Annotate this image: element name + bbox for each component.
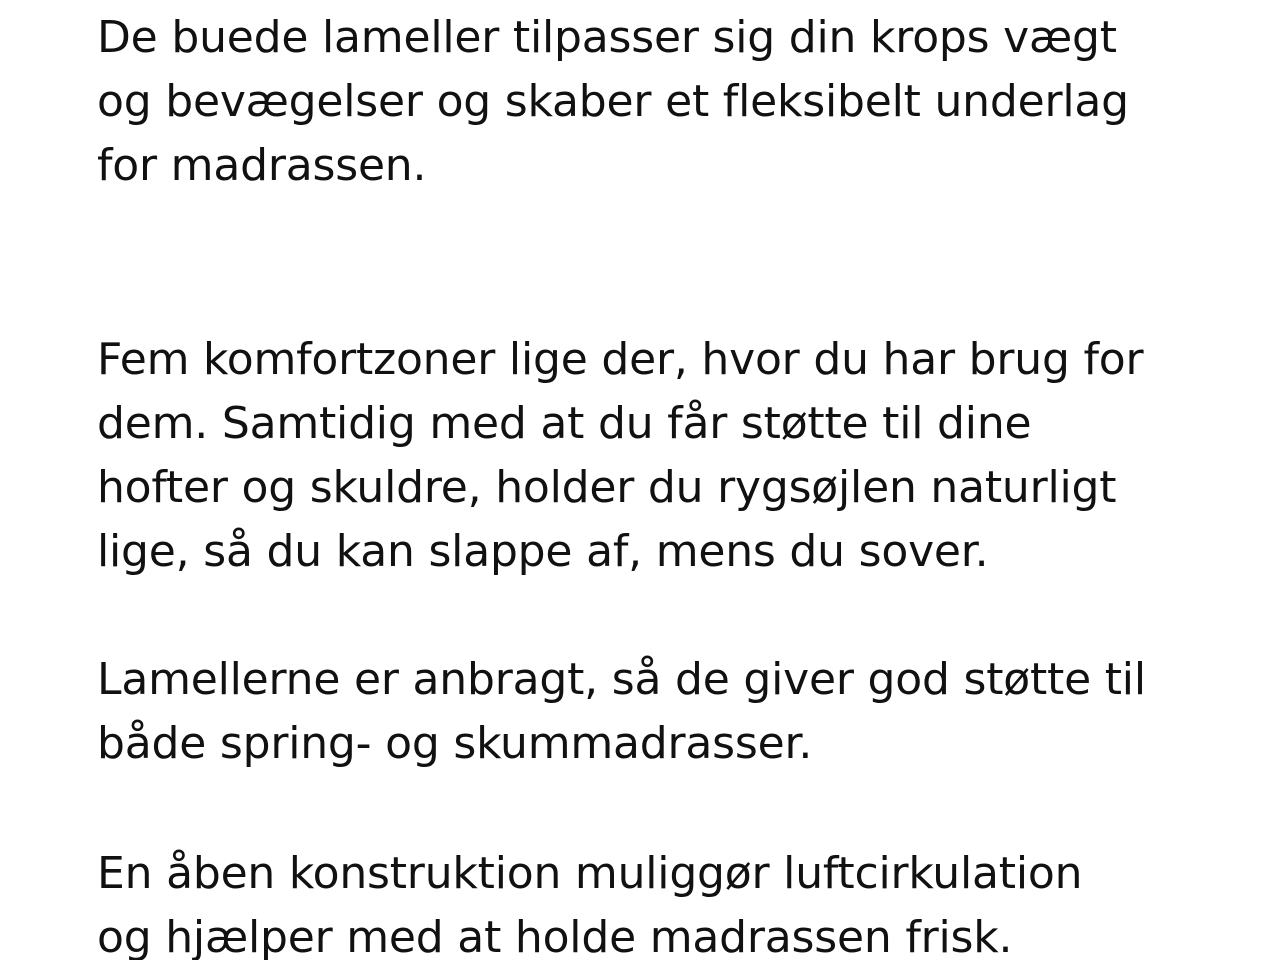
product-description xyxy=(97,6,1217,960)
description-paragraph-comfort-zones: Fem komfortzoner lige der, hvor du har brug for dem. Samtidig med at du får støtte til dine hofter og skuldre, holder du rygsøjlen naturligt lige, så du kan slappe af, mens du sover. xyxy=(97,334,1144,577)
description-paragraph-flexible-slats: De buede lameller tilpasser sig din krops vægt og bevægelser og skaber et fleksibelt underlag for madrassen. xyxy=(97,12,1129,191)
description-paragraph-mattress-support: Lamellerne er anbragt, så de giver god støtte til både spring- og skummadrasser. xyxy=(97,654,1146,769)
description-paragraph-air-circulation: En åben konstruktion muliggør luftcirkulation og hjælper med at holde madrassen frisk. xyxy=(97,848,1083,960)
